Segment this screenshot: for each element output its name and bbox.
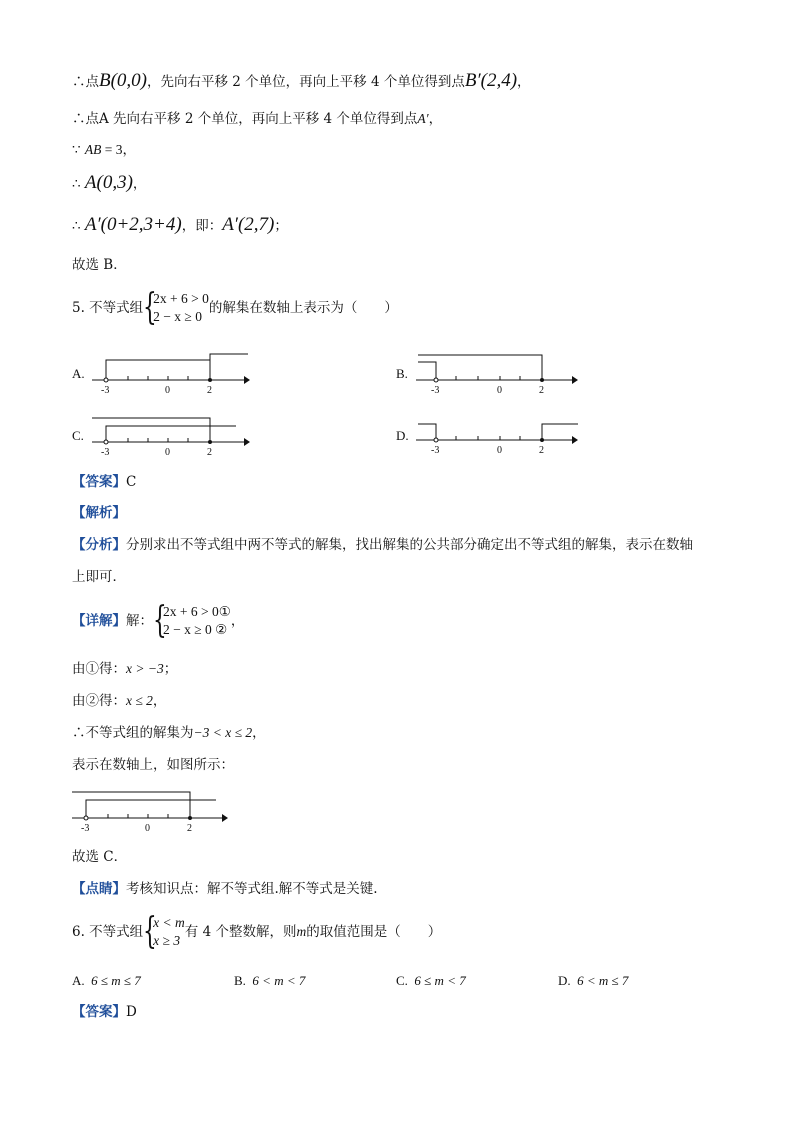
math: AB [84,142,102,157]
inequality-row: 2x + 6 > 0 [153,291,209,306]
brace-icon: { [143,911,157,952]
tick-label: -3 [431,445,440,456]
tick-label: 0 [165,385,170,396]
step-4: 表示在数轴上，如图所示： [72,757,234,773]
math: x ≤ 2 [126,693,153,708]
inequality-row: 2 − x ≥ 0 [153,309,202,324]
option-key: A. [72,973,85,988]
text: ， [152,693,167,709]
inequality-system [143,911,185,952]
tick-label: -3 [101,385,110,396]
comma: ， [230,613,245,629]
text: ； [274,218,288,234]
tick-label: 2 [539,385,544,396]
math: B′(2,4) [464,70,518,91]
q6-option-d[interactable] [558,973,628,989]
question-prefix: 6. 不等式组 [72,924,144,940]
jiexi-tag: 【解析】 [72,505,126,521]
tick-label: -3 [101,447,110,458]
math: A′(2,7) [222,214,275,235]
inequality-row: x ≥ 3 [153,933,181,948]
number-line-c [92,418,250,458]
xiangjie-tag: 【详解】 [72,613,126,629]
because-symbol: ∵ [72,142,81,158]
text: ； [163,661,178,677]
option-key: C. [396,973,408,988]
answer-tag: 【答案】 [72,474,126,490]
question-prefix: 5. 不等式组 [72,300,144,316]
inequality-row: x < m [153,915,185,930]
therefore-symbol: ∴ [72,218,81,234]
math: m [296,924,307,939]
tick-label: 2 [187,823,192,834]
dianjing-tag: 【点睛】 [72,881,126,897]
step-3 [72,724,266,742]
brace-icon: { [153,600,167,641]
math: −3 < x ≤ 2 [193,725,253,740]
option-key: D. [558,973,571,988]
tick-label: -3 [81,823,90,834]
text: = 3， [101,142,137,157]
choose-b: 故选 B． [72,257,127,273]
number-line-a [92,354,250,396]
math: A′(0+2,3+4) [84,214,182,235]
tick-label: 0 [497,445,502,456]
tick-label: 0 [145,823,150,834]
brace-icon: { [143,287,157,328]
tick-label: -3 [431,385,440,396]
math: B(0,0) [99,70,148,91]
number-line-b [416,355,578,396]
fenxi-tag: 【分析】 [72,537,126,553]
tick-label: 2 [207,385,212,396]
step-1 [72,660,177,678]
tick-label: 0 [165,447,170,458]
text: ∴点 [72,74,99,90]
question-suffix: 有 4 个整数解，则 [184,924,297,940]
option-b-label[interactable]: B. [396,366,408,381]
q6-option-a[interactable] [72,973,141,989]
q6-option-c[interactable] [396,973,466,989]
inequality-row: 2x + 6 > 0① [163,604,231,619]
text: ， [252,725,266,741]
question-suffix: 的解集在数轴上表示为（ ） [208,300,398,316]
number-line-d [416,424,578,456]
inequality-row: 2 − x ≥ 0 ② [163,622,228,637]
option-value: 6 < m ≤ 7 [577,973,629,988]
text: ，即： [181,218,223,234]
fenxi-line-1 [72,536,693,554]
number-line-solution [72,792,228,834]
q6-answer-line [72,1003,137,1021]
answer-value: C [126,474,137,490]
text: ， [132,176,147,192]
option-d-label[interactable]: D. [396,428,409,443]
option-value: 6 < m < 7 [252,973,306,988]
tick-label: 0 [497,385,502,396]
option-key: B. [234,973,246,988]
inequality-system [153,600,231,641]
answer-tag: 【答案】 [72,1004,126,1020]
question-6 [72,911,442,952]
q6-option-b[interactable] [234,973,305,989]
choose-c: 故选 C． [72,849,128,865]
text: ， [517,74,531,90]
option-value: 6 ≤ m ≤ 7 [91,973,141,988]
text: ， [428,111,443,127]
text: ，先向右平移 2 个单位，再向上平移 4 个单位得到点 [147,74,465,90]
therefore-symbol: ∴ [72,176,81,192]
tick-label: 2 [207,447,212,458]
math: A′ [417,111,429,126]
tick-label: 2 [539,445,544,456]
option-a-label[interactable]: A. [72,366,85,381]
fenxi-text: 分别求出不等式组中两不等式的解集，找出解集的公共部分确定出不等式组的解集，表示在数轴 [126,537,693,553]
text: ∴点A 先向右平移 2 个单位，再向上平移 4 个单位得到点 [72,111,418,127]
math: A(0,3) [84,172,133,193]
answer-line [72,473,136,491]
fenxi-line-2: 上即可． [72,569,126,585]
question-suffix: 的取值范围是（ ） [306,924,442,940]
xiangjie-text: 解： [126,613,153,629]
dianjing-text: 考核知识点：解不等式组.解不等式是关键. [126,881,378,897]
option-c-label[interactable]: C. [72,428,84,443]
text: 由②得： [72,693,126,709]
text: ∴不等式组的解集为 [72,725,194,741]
answer-value: D [126,1004,137,1020]
xiangjie-line [72,600,245,641]
option-value: 6 ≤ m < 7 [414,973,466,988]
dianjing-line [72,880,378,898]
text: 由①得： [72,661,126,677]
math: x > −3 [126,661,164,676]
step-2 [72,692,166,710]
jiexi-line [72,504,126,522]
